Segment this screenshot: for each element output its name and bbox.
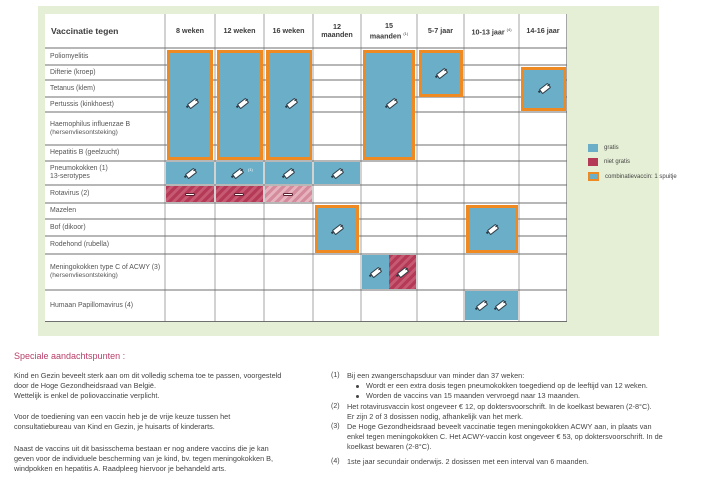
syringe-icon xyxy=(485,222,500,235)
paragraph-line: geven voor de individuele bescherming van je kind, bv. tegen meningokokken B, xyxy=(14,454,274,463)
combo-block-8-weken xyxy=(167,50,213,160)
header-vaccine-column xyxy=(45,14,165,48)
notes-title: Speciale aandachtspunten : xyxy=(14,351,126,361)
row-label-text: Bof (dikoor) xyxy=(50,223,86,231)
combo-block-12-weken xyxy=(217,50,263,160)
legend-swatch-combo xyxy=(588,172,599,181)
row-label-difterie xyxy=(50,65,162,80)
row-label-text: Haemophilus influenzae B xyxy=(50,120,131,128)
footnote-text: Bij een zwangerschapsduur van minder dan 37 weken: xyxy=(347,371,525,380)
notes-paragraph-3 xyxy=(14,444,314,474)
row-label-hepatitis-b xyxy=(50,145,162,161)
footnote-text: Er zijn 2 of 3 dosissen nodig, afhankelijk van het merk. xyxy=(347,412,524,421)
row-label-haemophilus xyxy=(50,112,162,145)
paragraph-line: door de Hoge Gezondheidsraad van België. xyxy=(14,381,156,390)
row-label-text: Poliomyelitis xyxy=(50,52,89,60)
footnote-ref: (4) xyxy=(506,26,512,32)
syringe-icon xyxy=(537,81,552,94)
footnote-text: enkel tegen meningokokken C. Het ACWY-vaccin kost ongeveer € 53, op doktersvoorschrift. In de xyxy=(347,432,663,441)
combo-block-5-7-jaar xyxy=(419,50,463,97)
header-age-15-maanden xyxy=(361,14,417,48)
free-cell-pneumo-12-weken xyxy=(216,162,263,184)
syringe-icon xyxy=(474,298,489,311)
footnote-text: koelkast bewaren (2-8°C). xyxy=(347,442,432,451)
age-label: 5-7 jaar xyxy=(427,26,454,35)
row-label-text: Humaan Papillomavirus (4) xyxy=(50,301,134,309)
paragraph-line: Voor de toediening van een vaccin heb je de vrije keuze tussen het xyxy=(14,412,231,421)
header-age-14-16-jaar xyxy=(519,14,567,48)
syringe-icon xyxy=(183,166,198,179)
age-label: 10-13 jaar xyxy=(471,27,505,37)
syringe-icon xyxy=(434,66,449,79)
paragraph-line: Naast de vaccins uit dit basisschema bestaan er nog andere vaccins die je kan xyxy=(14,444,269,453)
paragraph-line: Kind en Gezin beveelt sterk aan om dit volledig schema toe te passen, voorgesteld xyxy=(14,371,282,380)
legend-item-free xyxy=(588,144,619,152)
free-cell-pneumo-16-weken xyxy=(265,162,312,184)
syringe-icon xyxy=(235,96,250,109)
footnote-text: De Hoge Gezondheidsraad beveelt vaccinatie tegen meningokokken ACWY aan, in plaats van xyxy=(347,422,652,431)
header-age-10-13-jaar xyxy=(464,14,519,48)
legend-swatch-paid xyxy=(588,158,598,166)
row-label-text: Pertussis (kinkhoest) xyxy=(50,100,114,108)
syringe-icon xyxy=(185,96,200,109)
paragraph-line: Wettelijk is enkel de poliovaccinatie verplicht. xyxy=(14,391,160,400)
paid-cell-rota-8-weken xyxy=(166,186,214,202)
free-cell-hpv-10-13-jaar xyxy=(465,291,518,320)
row-label-subtext: (hersenvliesontsteking) xyxy=(50,272,118,279)
legend-item-combo xyxy=(588,172,677,181)
row-label-tetanus xyxy=(50,80,162,97)
footnote-number: (3) xyxy=(331,423,340,430)
footnote-ref: (1) xyxy=(403,30,409,36)
age-label: 12 weken xyxy=(223,26,256,35)
header-age-12-weken xyxy=(215,14,264,48)
syringe-icon xyxy=(368,265,383,278)
legend-item-paid xyxy=(588,158,630,166)
footnote-ref: (1) xyxy=(248,167,253,172)
free-cell-pneumo-12-maanden xyxy=(314,162,360,184)
legend-label: combinatievaccin: 1 spuitje xyxy=(605,173,677,180)
row-label-text: Rodehond (rubella) xyxy=(50,241,109,249)
combo-block-mmr-12-maanden xyxy=(315,205,359,253)
paid-cell-rota-12-weken xyxy=(216,186,263,202)
footnote-text: 1ste jaar secundair onderwijs. 2 dosissen met een interval van 6 maanden. xyxy=(347,457,589,466)
combo-block-16-weken xyxy=(266,50,312,160)
syringe-icon xyxy=(330,222,345,235)
header-age-16-weken xyxy=(264,14,313,48)
legend-swatch-free xyxy=(588,144,598,152)
age-label-unit: maanden xyxy=(369,31,402,41)
footnote-bullet-text: Wordt er een extra dosis tegen pneumokokken toegediend op de leeftijd van 12 weken. xyxy=(366,381,648,390)
notes-paragraph-2 xyxy=(14,412,314,432)
free-cell-meningo-15-maanden xyxy=(362,255,389,289)
legend-label: niet gratis xyxy=(604,159,631,165)
footnote-text: Het rotavirusvaccin kost ongeveer € 12, op doktersvoorschrift. In de koelkast bewaren (2-8°C). xyxy=(347,402,652,411)
paid-cell-rota-16-weken xyxy=(265,186,312,202)
syringe-icon xyxy=(493,298,508,311)
footnote-number: (2) xyxy=(331,403,340,410)
row-label-poliomyelitis xyxy=(50,48,162,65)
combo-block-14-16-jaar xyxy=(521,67,566,111)
row-label-pneumokokken xyxy=(50,161,162,185)
paid-cell-meningo-15-maanden xyxy=(389,255,416,289)
row-label-subtext: (hersenvliesontsteking) xyxy=(50,128,118,136)
row-label-text: Rotavirus (2) xyxy=(50,190,90,198)
row-label-text: Mazelen xyxy=(50,207,77,215)
row-label-hpv xyxy=(50,290,162,321)
row-label-text: Meningokokken type C of ACWY (3) xyxy=(50,264,161,272)
oral-dose-icon xyxy=(283,193,293,196)
row-label-text: Difterie (kroep) xyxy=(50,68,96,76)
legend-label: gratis xyxy=(604,145,619,151)
age-label: 12 xyxy=(333,22,341,31)
notes-paragraph-1 xyxy=(14,371,314,401)
vaccination-schedule-table xyxy=(45,14,567,322)
paragraph-line: windpokken en hepatitis A. Raadpleeg hiervoor je behandeld arts. xyxy=(14,464,227,473)
row-label-pertussis xyxy=(50,97,162,112)
footnote-number: (1) xyxy=(331,372,340,379)
oral-dose-icon xyxy=(185,193,195,196)
row-label-subtext: 13-serotypes xyxy=(50,173,90,180)
header-age-5-7-jaar xyxy=(417,14,464,48)
syringe-icon xyxy=(281,166,296,179)
row-label-text: Hepatitis B (geelzucht) xyxy=(50,149,120,157)
syringe-icon xyxy=(330,166,345,179)
age-label: 15 xyxy=(385,20,393,30)
bullet-icon xyxy=(356,385,359,388)
row-label-text: Pneumokokken (1) xyxy=(50,165,108,173)
row-label-meningokokken xyxy=(50,254,162,290)
age-label: 14-16 jaar xyxy=(526,26,560,35)
header-age-12-maanden xyxy=(313,14,361,48)
row-label-rotavirus xyxy=(50,185,162,203)
free-cell-pneumo-8-weken xyxy=(166,162,214,184)
syringe-icon xyxy=(395,265,410,278)
combo-block-mmr-10-13-jaar xyxy=(466,205,518,253)
bullet-icon xyxy=(356,395,359,398)
paragraph-line: consultatiebureau van Kind en Gezin, je huisarts of kinderarts. xyxy=(14,422,215,431)
row-label-rodehond xyxy=(50,236,162,254)
oral-dose-icon xyxy=(234,193,244,196)
header-age-8-weken xyxy=(165,14,215,48)
age-label: 16 weken xyxy=(272,26,305,35)
syringe-icon xyxy=(284,96,299,109)
age-label: 8 weken xyxy=(176,26,204,35)
footnote-bullet-text: Worden de vaccins van 15 maanden vervroegd naar 13 maanden. xyxy=(366,391,581,400)
row-label-text: Tetanus (klem) xyxy=(50,84,96,92)
footnote-number: (4) xyxy=(331,458,340,465)
syringe-icon xyxy=(384,96,399,109)
age-label-unit: maanden xyxy=(321,30,353,39)
header-vaccine-label: Vaccinatie tegen xyxy=(51,26,119,36)
row-label-mazelen xyxy=(50,203,162,219)
row-label-bof xyxy=(50,219,162,236)
combo-block-15-maanden xyxy=(363,50,415,160)
syringe-icon xyxy=(230,166,245,179)
